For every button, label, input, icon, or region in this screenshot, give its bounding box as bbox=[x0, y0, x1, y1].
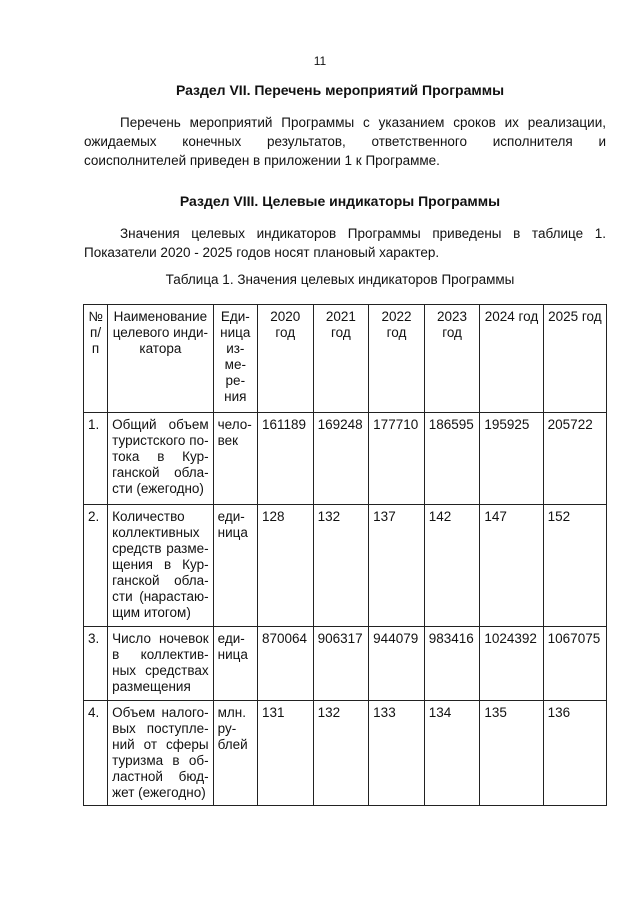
row-value-2021: 132 bbox=[313, 505, 369, 627]
table-row bbox=[84, 413, 607, 505]
row-value-2022: 944079 bbox=[369, 627, 425, 701]
row-value-2024: 147 bbox=[480, 505, 543, 627]
section-7-line-2: соисполнителей приведен в приложении 1 к Программе. bbox=[84, 153, 440, 168]
row-value-2020: 128 bbox=[257, 505, 313, 627]
row-value-2021: 906317 bbox=[313, 627, 369, 701]
row-value-2025: 1067075 bbox=[543, 627, 606, 701]
row-value-2024: 1024392 bbox=[480, 627, 543, 701]
row-index: 3. bbox=[84, 627, 108, 701]
row-name: Число ночевок в коллектив- ных средствах размещения bbox=[108, 627, 213, 701]
header-2022: 2022 год bbox=[369, 305, 425, 413]
section-7-line-1: Перечень мероприятий Программы с указанием сроков их реализации, ожидаемых конечных результатов, ответственного исполнителя и bbox=[84, 115, 606, 149]
row-value-2024: 195925 bbox=[480, 413, 543, 505]
row-value-2023: 983416 bbox=[424, 627, 480, 701]
header-unit: Еди- ница из- ме- ре- ния bbox=[213, 305, 257, 413]
section-7-title: Раздел VII. Перечень мероприятий Программы bbox=[175, 82, 505, 98]
row-name: Количество коллективных средств разме- щения в Кур- ганской обла- сти (нарастаю- щим итогом) bbox=[108, 505, 213, 627]
row-value-2020: 161189 bbox=[257, 413, 313, 505]
row-value-2025: 136 bbox=[543, 701, 606, 806]
row-value-2025: 205722 bbox=[543, 413, 606, 505]
section-8-line-1: Значения целевых индикаторов Программы приведены в таблице 1. bbox=[120, 226, 606, 241]
row-unit: млн. ру- блей bbox=[213, 701, 257, 806]
row-unit: еди- ница bbox=[213, 505, 257, 627]
row-value-2025: 152 bbox=[543, 505, 606, 627]
table-row bbox=[84, 627, 607, 701]
row-value-2024: 135 bbox=[480, 701, 543, 806]
row-value-2021: 132 bbox=[313, 701, 369, 806]
row-value-2020: 131 bbox=[257, 701, 313, 806]
row-index: 2. bbox=[84, 505, 108, 627]
row-value-2022: 133 bbox=[369, 701, 425, 806]
row-value-2023: 142 bbox=[424, 505, 480, 627]
indicators-table bbox=[83, 304, 607, 806]
row-name: Общий объем туристского по- тока в Кур- ганской обла- сти (ежегодно) bbox=[108, 413, 213, 505]
row-value-2021: 169248 bbox=[313, 413, 369, 505]
row-index: 1. bbox=[84, 413, 108, 505]
page-number: 11 bbox=[313, 54, 327, 68]
row-value-2022: 177710 bbox=[369, 413, 425, 505]
row-index: 4. bbox=[84, 701, 108, 806]
table-row bbox=[84, 701, 607, 806]
row-unit: чело- век bbox=[213, 413, 257, 505]
row-value-2023: 186595 bbox=[424, 413, 480, 505]
header-index: № п/п bbox=[84, 305, 108, 413]
table-caption: Таблица 1. Значения целевых индикаторов Программы bbox=[165, 272, 515, 287]
header-2023: 2023 год bbox=[424, 305, 480, 413]
header-name: Наименование целевого инди- катора bbox=[108, 305, 213, 413]
header-2021: 2021 год bbox=[313, 305, 369, 413]
row-unit: еди- ница bbox=[213, 627, 257, 701]
row-value-2020: 870064 bbox=[257, 627, 313, 701]
row-name: Объем налого- вых поступле- ний от сферы туризма в об- ластной бюд- жет (ежегодно) bbox=[108, 701, 213, 806]
section-8-title: Раздел VIII. Целевые индикаторы Программы bbox=[179, 193, 501, 209]
table-header-row bbox=[84, 305, 607, 413]
section-8-line-2: Показатели 2020 - 2025 годов носят плановый характер. bbox=[84, 245, 440, 260]
table-row bbox=[84, 505, 607, 627]
section-7-paragraph bbox=[84, 113, 606, 170]
section-8-paragraph bbox=[84, 224, 606, 262]
header-2020: 2020 год bbox=[257, 305, 313, 413]
header-2024: 2024 год bbox=[480, 305, 543, 413]
header-2025: 2025 год bbox=[543, 305, 606, 413]
row-value-2022: 137 bbox=[369, 505, 425, 627]
row-value-2023: 134 bbox=[424, 701, 480, 806]
